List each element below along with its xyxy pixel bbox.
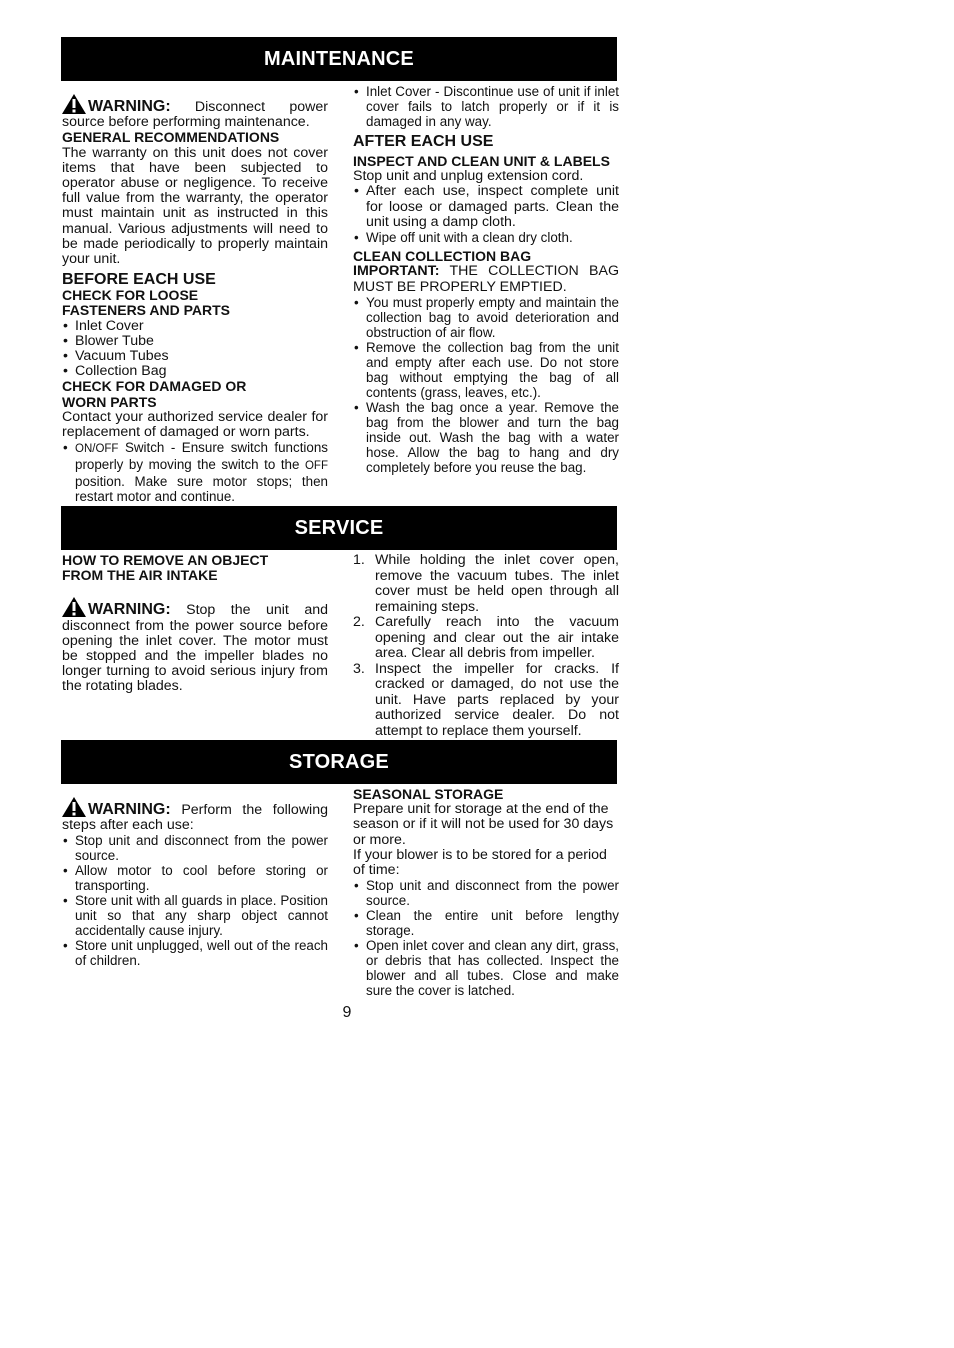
remove-object-heading-line1: HOW TO REMOVE AN OBJECT	[62, 552, 269, 568]
important-label: IMPORTANT:	[353, 263, 440, 280]
step-text: Inspect the impeller for cracks. If cracked or damaged, do not use the unit. Have parts replaced by your authorized service dealer. Do not attempt to replace them yourself.	[375, 660, 619, 739]
step-text: While holding the inlet cover open, remove the vacuum tubes. The inlet cover must be held open through all remaining steps.	[375, 552, 619, 615]
list-item: • Store unit unplugged, well out of the reach of children.	[62, 938, 328, 968]
list-item: • Remove the collection bag from the unit and empty after each use. Do not store bag without emptying the bag of all contents (grass, leaves, etc.).	[353, 340, 619, 400]
important-text: THE COLLECTION BAG MUST BE PROPERLY EMPTIED.	[353, 263, 619, 295]
warning-text: Disconnect power source before performing maintenance.	[62, 99, 328, 131]
maintenance-title: MAINTENANCE	[264, 47, 414, 70]
warning-icon	[62, 797, 86, 817]
fasteners-list	[62, 319, 328, 380]
service-warning	[62, 597, 328, 694]
damaged-parts-text: Contact your authorized service dealer for replacement of damaged or worn parts.	[62, 408, 328, 441]
inspect-clean-heading: INSPECT AND CLEAN UNIT & LABELS	[353, 153, 610, 169]
list-item: • Collection Bag	[62, 364, 328, 379]
warning-label: WARNING:	[88, 601, 171, 619]
onoff-list	[62, 440, 328, 504]
onoff-text: Switch - Ensure switch functions properly by moving the switch to the	[75, 440, 328, 473]
important-note	[353, 264, 619, 294]
storage-warning-list	[62, 833, 328, 968]
step-text: Carefully reach into the vacuum opening and clear out the air intake area. Clear all debris from impeller.	[375, 614, 619, 661]
seasonal-storage-text: Prepare unit for storage at the end of the season or if it will not be used for 30 days or more.	[353, 801, 614, 848]
service-header	[61, 506, 617, 550]
list-item: • Stop unit and disconnect from the power source.	[62, 833, 328, 863]
warning-label: WARNING:	[88, 98, 171, 115]
list-item: • Store unit with all guards in place. Position unit so that any sharp object cannot accidentally cause injury.	[62, 893, 328, 938]
general-recommendations-text: The warranty on this unit does not cover items that have been subjected to operator abuse or negligence. To receive full value from the warranty, the operator must maintain unit as instructed in this manual. Various adjustments will need to be made periodically to properly maintain your unit.	[62, 144, 328, 268]
check-damaged-heading-line1: CHECK FOR DAMAGED OR	[62, 378, 247, 395]
inspect-clean-text: Stop unit and unplug extension cord.	[353, 168, 584, 185]
check-fasteners-heading-line1: CHECK FOR LOOSE	[62, 287, 199, 304]
maintenance-left-column	[62, 94, 328, 504]
step-number: 2.	[353, 614, 365, 630]
list-item: • Wipe off unit with a clean dry cloth.	[353, 230, 619, 245]
check-damaged-heading-line2: WORN PARTS	[62, 393, 157, 410]
before-each-use-heading: BEFORE EACH USE	[62, 271, 216, 289]
list-item	[353, 615, 619, 662]
step-number: 3.	[353, 660, 365, 677]
warning-text: Stop the unit and disconnect from the power source before opening the inlet cover. The motor must be stopped and the impeller blades no longer turning to avoid serious injury from the rotating blades.	[62, 602, 329, 695]
maintenance-right-column	[353, 84, 619, 475]
onoff-text2: position. Make sure motor stops; then restart motor and continue.	[75, 474, 328, 505]
warning-text: Perform the following steps after each use:	[62, 802, 328, 834]
list-item: • Stop unit and disconnect from the power source.	[353, 878, 619, 908]
maintenance-header	[61, 37, 617, 81]
warning-label: WARNING:	[88, 801, 171, 818]
list-item: • Vacuum Tubes	[62, 349, 328, 364]
list-item: • Clean the entire unit before lengthy storage.	[353, 908, 619, 938]
general-recommendations-heading: GENERAL RECOMMENDATIONS	[62, 129, 280, 146]
service-title: SERVICE	[294, 516, 384, 539]
after-use-list	[353, 184, 619, 245]
inlet-cover-list	[353, 84, 619, 129]
list-item: • You must properly empty and maintain the collection bag to avoid deterioration and obstruction of air flow.	[353, 295, 619, 340]
off-label: OFF	[304, 460, 328, 473]
list-item: • Wash the bag once a year. Remove the bag from the blower and turn the bag inside out. Wash the bag with a water hose. Allow the bag to hang and dry completely before you reuse the bag.	[353, 400, 619, 475]
service-right-column	[353, 553, 619, 739]
storage-left-column	[62, 797, 328, 968]
inlet-cover-item: • Inlet Cover - Discontinue use of unit if inlet cover fails to latch properly or if it is damaged in any way.	[353, 84, 619, 129]
list-item	[353, 553, 619, 615]
list-item	[353, 662, 619, 740]
step-number: 1.	[353, 552, 365, 568]
service-steps	[353, 553, 619, 739]
check-fasteners-heading-line2: FASTENERS AND PARTS	[62, 302, 231, 319]
service-left-column	[62, 553, 328, 695]
seasonal-storage-heading: SEASONAL STORAGE	[353, 786, 504, 802]
list-item: • Allow motor to cool before storing or transporting.	[62, 863, 328, 893]
after-each-use-heading: AFTER EACH USE	[353, 133, 494, 150]
page-number: 9	[342, 1004, 352, 1021]
warning-icon	[62, 597, 86, 617]
bag-list	[353, 295, 619, 475]
list-item: • After each use, inspect complete unit for loose or damaged parts. Clean the unit using a damp cloth.	[353, 184, 619, 230]
list-item: • Inlet Cover	[62, 319, 328, 334]
seasonal-storage-list	[353, 878, 619, 998]
storage-title: STORAGE	[289, 750, 389, 773]
remove-object-heading-line2: FROM THE AIR INTAKE	[62, 567, 218, 584]
list-item: • Open inlet cover and clean any dirt, grass, or debris that has collected. Inspect the blower and all tubes. Close and make sure the cover is latched.	[353, 938, 619, 998]
storage-header	[61, 740, 617, 784]
clean-bag-heading: CLEAN COLLECTION BAG	[353, 248, 532, 265]
storage-warning	[62, 797, 328, 833]
warning-icon	[62, 94, 86, 114]
onoff-label: ON/OFF	[75, 443, 119, 456]
storage-period-text: If your blower is to be stored for a period of time:	[353, 846, 607, 879]
maintenance-warning	[62, 94, 328, 130]
onoff-switch-item	[62, 440, 328, 504]
storage-right-column	[353, 787, 619, 998]
list-item: • Blower Tube	[62, 334, 328, 349]
